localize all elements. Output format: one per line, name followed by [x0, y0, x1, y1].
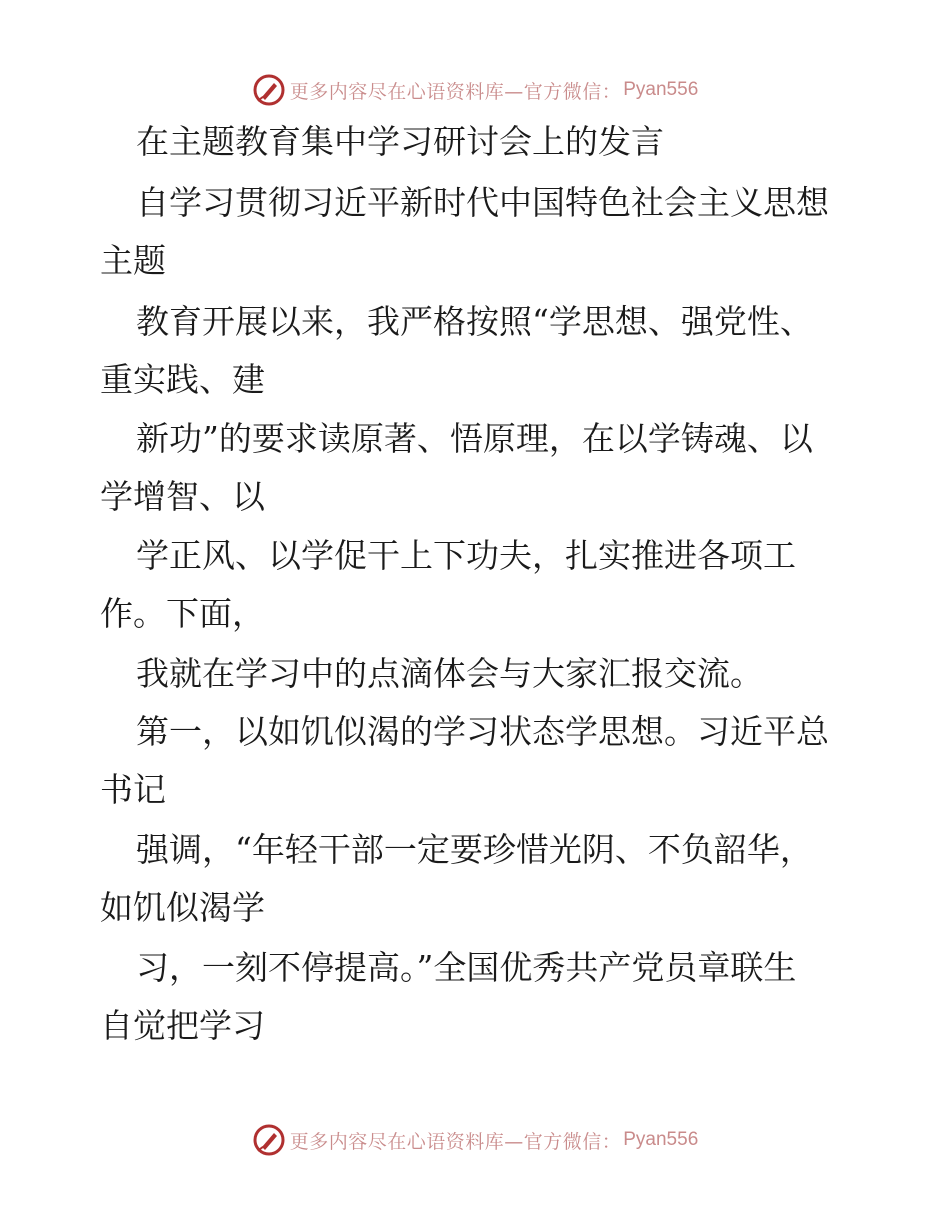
paragraph-line: 学正风、以学促干上下功夫，扎实推进各项工	[136, 536, 796, 575]
document-title: 在主题教育集中学习研讨会上的发言	[136, 122, 664, 161]
paragraph-line: 自觉把学习	[100, 1006, 265, 1045]
header-watermark	[0, 70, 950, 110]
watermark-wechat-id: Pyan556	[623, 1129, 699, 1150]
paragraph-line: 新功”的要求读原著、悟原理，在以学铸魂、以	[136, 419, 813, 458]
watermark-wechat-id: Pyan556	[623, 79, 699, 100]
paragraph-line: 强调，“年轻干部一定要珍惜光阴、不负韶华，	[136, 830, 813, 869]
paragraph-line: 主题	[100, 241, 166, 280]
paragraph-line: 作。下面，	[100, 594, 265, 633]
paragraph-line: 我就在学习中的点滴体会与大家汇报交流。	[136, 654, 763, 693]
paragraph-line: 第一，以如饥似渴的学习状态学思想。习近平总	[136, 712, 829, 751]
watermark-text: 更多内容尽在心语资料库—官方微信：	[289, 1130, 622, 1153]
paragraph-line: 如饥似渴学	[100, 888, 265, 927]
pen-nib-logo-icon	[252, 73, 286, 107]
footer-watermark	[0, 1120, 950, 1160]
paragraph-line: 自学习贯彻习近平新时代中国特色社会主义思想	[136, 183, 829, 222]
paragraph-line: 重实践、建	[100, 360, 265, 399]
watermark-text: 更多内容尽在心语资料库—官方微信：	[289, 80, 622, 103]
paragraph-line: 习，一刻不停提高。”全国优秀共产党员章联生	[136, 948, 797, 987]
paragraph-line: 书记	[100, 770, 166, 809]
paragraph-line: 教育开展以来，我严格按照“学思想、强党性、	[136, 302, 813, 341]
pen-nib-logo-icon	[252, 1123, 286, 1157]
paragraph-line: 学增智、以	[100, 477, 265, 516]
